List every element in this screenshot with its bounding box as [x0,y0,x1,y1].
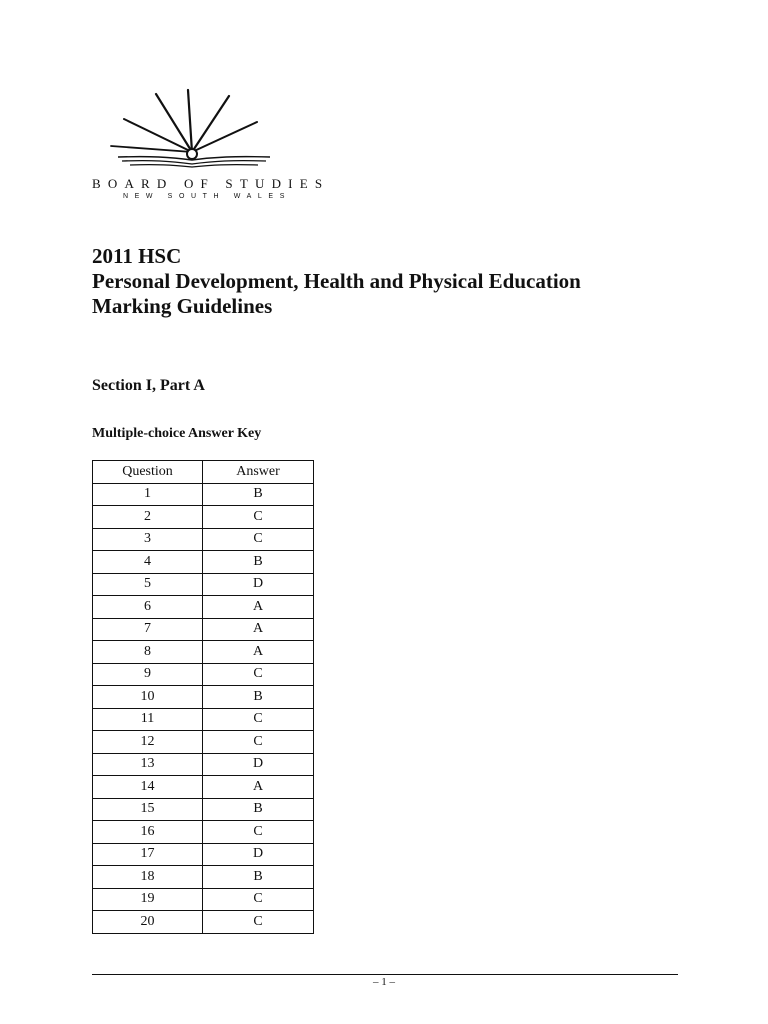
table-row [93,551,314,574]
question-number-cell: 9 [93,663,203,686]
table-row [93,573,314,596]
answer-cell: C [203,731,314,754]
table-row [93,663,314,686]
question-number-cell: 4 [93,551,203,574]
answer-cell: D [203,843,314,866]
question-number-cell: 19 [93,888,203,911]
footer-divider [92,974,678,975]
rising-sun-book-icon [110,88,280,168]
table-row [93,708,314,731]
answer-cell: C [203,506,314,529]
table-header-row [93,461,314,484]
answer-cell: C [203,888,314,911]
question-number-cell: 16 [93,821,203,844]
title-line-year: 2011 HSC [92,244,182,268]
answer-cell: A [203,641,314,664]
answer-cell: A [203,776,314,799]
question-number-cell: 10 [93,686,203,709]
answer-cell: C [203,528,314,551]
answer-cell: C [203,821,314,844]
question-number-cell: 5 [93,573,203,596]
question-number-cell: 18 [93,866,203,889]
question-number-cell: 3 [93,528,203,551]
question-number-cell: 7 [93,618,203,641]
org-state: NEW SOUTH WALES [123,193,291,200]
table-row [93,888,314,911]
page-number: – 1 – [373,976,395,988]
answer-cell: D [203,573,314,596]
question-number-cell: 8 [93,641,203,664]
answer-column-header: Answer [203,461,314,484]
answer-key-table [92,460,314,934]
table-row [93,528,314,551]
answer-cell: B [203,798,314,821]
table-row [93,596,314,619]
document-title [92,244,581,319]
table-row [93,731,314,754]
answer-cell: C [203,708,314,731]
section-heading: Section I, Part A [92,377,205,394]
question-number-cell: 11 [93,708,203,731]
answer-cell: A [203,596,314,619]
title-line-subject: Personal Development, Health and Physical Education [92,269,581,293]
answer-cell: C [203,911,314,934]
question-number-cell: 20 [93,911,203,934]
question-number-cell: 6 [93,596,203,619]
answer-cell: B [203,551,314,574]
table-row [93,483,314,506]
table-row [93,843,314,866]
answer-cell: B [203,686,314,709]
table-row [93,506,314,529]
question-number-cell: 12 [93,731,203,754]
org-name: BOARD OF STUDIES [92,176,330,191]
table-row [93,821,314,844]
table-row [93,776,314,799]
answer-key-rows [93,483,314,933]
question-number-cell: 13 [93,753,203,776]
table-row [93,753,314,776]
table-row [93,686,314,709]
question-number-cell: 15 [93,798,203,821]
table-row [93,641,314,664]
question-number-cell: 2 [93,506,203,529]
answer-key-heading: Multiple-choice Answer Key [92,426,262,441]
table-row [93,618,314,641]
question-number-cell: 1 [93,483,203,506]
answer-cell: B [203,483,314,506]
answer-cell: D [203,753,314,776]
answer-cell: A [203,618,314,641]
title-line-type: Marking Guidelines [92,294,273,318]
table-row [93,911,314,934]
answer-cell: B [203,866,314,889]
question-number-cell: 17 [93,843,203,866]
answer-cell: C [203,663,314,686]
question-column-header: Question [93,461,203,484]
table-row [93,798,314,821]
question-number-cell: 14 [93,776,203,799]
table-row [93,866,314,889]
